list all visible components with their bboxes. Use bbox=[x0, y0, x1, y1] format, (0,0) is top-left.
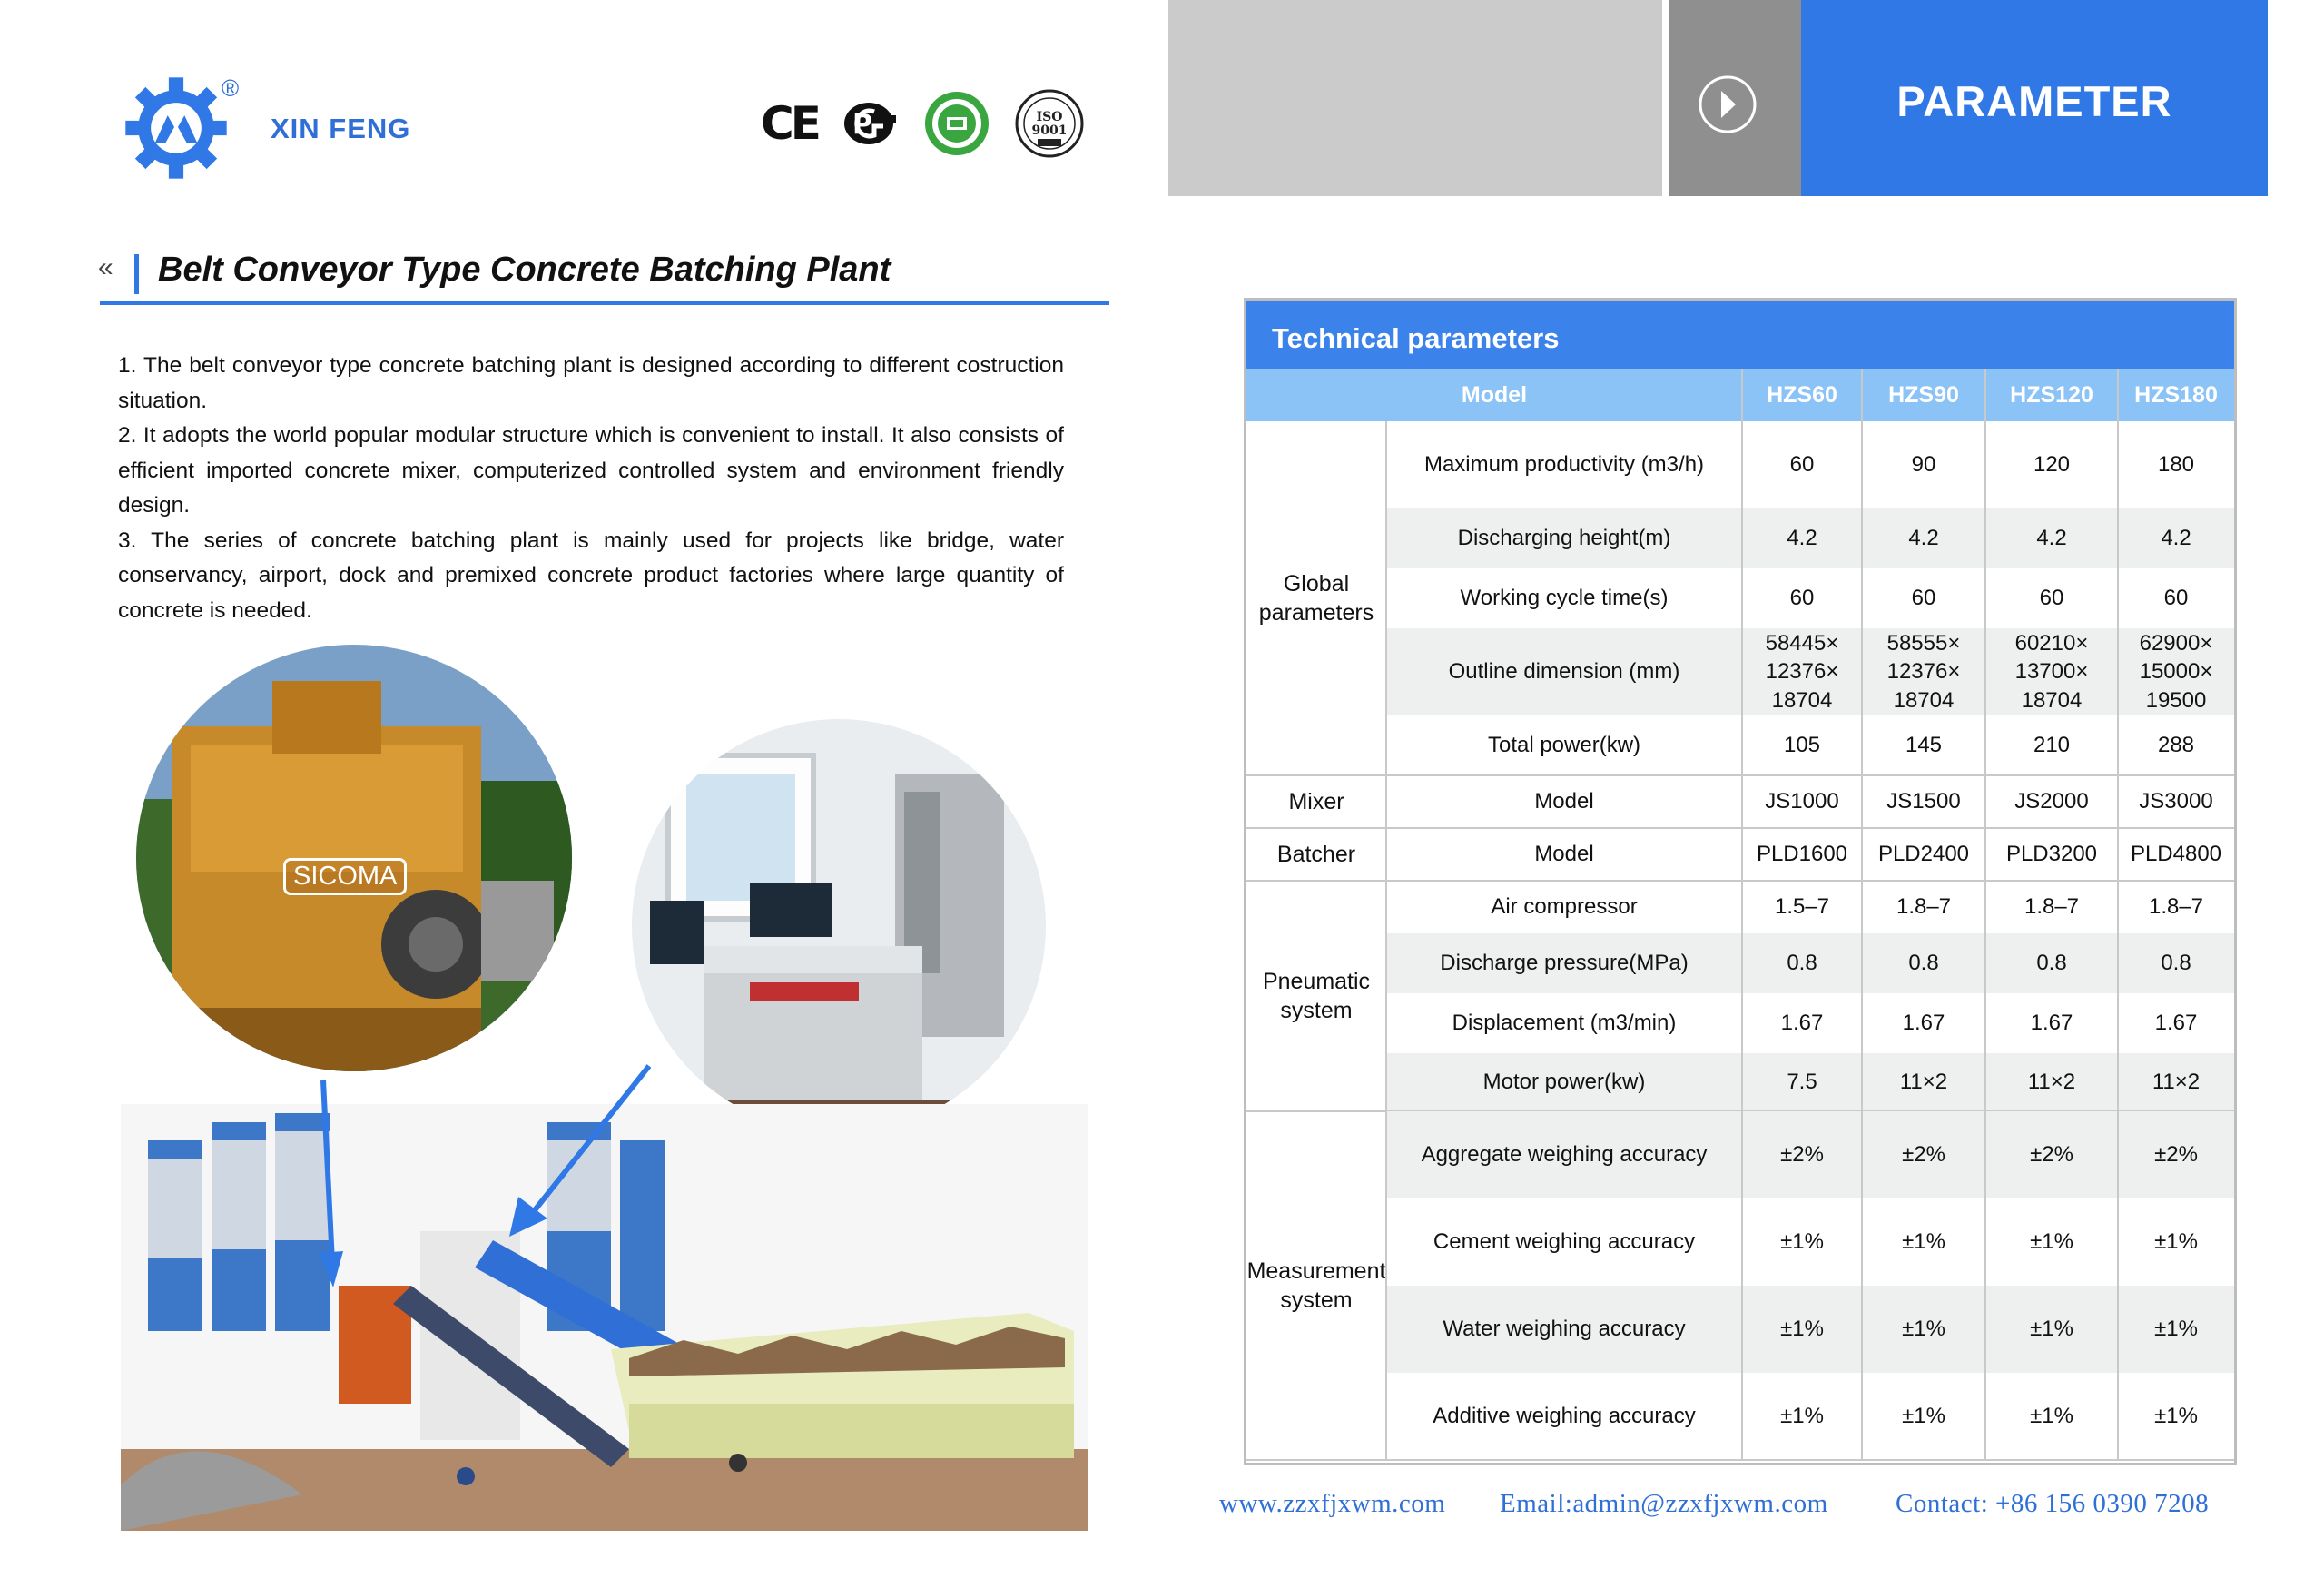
section-accent-bar bbox=[134, 254, 139, 294]
param-label: Air compressor bbox=[1491, 894, 1638, 920]
param-value: ±2% bbox=[1902, 1142, 1945, 1168]
technical-parameters-table bbox=[1244, 298, 2237, 1465]
param-value: PLD2400 bbox=[1877, 842, 1970, 867]
param-value: ±1% bbox=[2030, 1404, 2073, 1429]
param-value: 60 bbox=[2039, 586, 2064, 611]
param-value: 105 bbox=[1783, 733, 1821, 758]
param-label: Additive weighing accuracy bbox=[1433, 1404, 1696, 1429]
param-label: Discharge pressure(MPa) bbox=[1440, 951, 1689, 976]
description bbox=[118, 349, 1064, 628]
param-value: JS1000 bbox=[1765, 789, 1839, 814]
table-title: Technical parameters bbox=[1272, 322, 1560, 354]
description-paragraph-3: 3. The series of concrete batching plant is mainly used for projects like bridge, water conservancy, airport, dock and premixed concrete product factories where large quantity of concrete is needed. bbox=[118, 528, 1064, 623]
param-value: 60 bbox=[2163, 586, 2189, 611]
xin-feng-logo-icon bbox=[123, 75, 229, 181]
group-label: Measurement system bbox=[1246, 1258, 1386, 1313]
column-divider bbox=[1741, 369, 1743, 1460]
param-value: ±1% bbox=[1902, 1317, 1945, 1342]
param-value: 1.67 bbox=[2154, 1011, 2198, 1036]
param-value: 1.8–7 bbox=[1896, 894, 1952, 920]
param-value: ±1% bbox=[2030, 1229, 2073, 1255]
param-value: 0.8 bbox=[2036, 951, 2067, 976]
footer-contact: Contact: +86 156 0390 7208 bbox=[1896, 1489, 2210, 1518]
param-value: 58445× 12376× 18704 bbox=[1765, 631, 1839, 713]
param-label: Discharging height(m) bbox=[1457, 526, 1671, 551]
iso-9001-icon bbox=[1014, 88, 1085, 159]
param-label: Maximum productivity (m3/h) bbox=[1423, 452, 1705, 478]
param-value: ±1% bbox=[2154, 1229, 2198, 1255]
param-label: Cement weighing accuracy bbox=[1433, 1229, 1696, 1255]
brand-name: XIN FENG bbox=[271, 113, 411, 144]
param-label: Working cycle time(s) bbox=[1460, 586, 1669, 611]
page-header-label: PARAMETER bbox=[1896, 77, 2172, 125]
green-seal-icon bbox=[923, 90, 990, 157]
mixer-brand-label: SICOMA bbox=[283, 858, 407, 895]
param-label: Displacement (m3/min) bbox=[1452, 1011, 1677, 1036]
param-label: Total power(kw) bbox=[1487, 733, 1641, 758]
param-value: PLD3200 bbox=[2005, 842, 2098, 867]
param-value: 11×2 bbox=[1899, 1070, 1948, 1095]
registered-mark: ® bbox=[222, 74, 240, 102]
param-value: 120 bbox=[2033, 452, 2071, 478]
param-value: 11×2 bbox=[2152, 1070, 2201, 1095]
param-label: Model bbox=[1534, 789, 1594, 814]
section-title: Belt Conveyor Type Concrete Batching Plant bbox=[158, 251, 891, 289]
param-value: 7.5 bbox=[1787, 1070, 1817, 1095]
param-value: 62900× 15000× 19500 bbox=[2139, 631, 2213, 713]
param-value: 1.67 bbox=[1902, 1011, 1945, 1036]
param-value: 4.2 bbox=[1908, 526, 1939, 551]
param-value: 60210× 13700× 18704 bbox=[2014, 631, 2089, 713]
param-value: 4.2 bbox=[1787, 526, 1817, 551]
param-value: 0.8 bbox=[1908, 951, 1939, 976]
param-value: JS1500 bbox=[1886, 789, 1961, 814]
param-value: 145 bbox=[1905, 733, 1943, 758]
group-label: Batcher bbox=[1276, 841, 1356, 867]
table-header-row bbox=[1246, 369, 2234, 421]
description-paragraph-1: 1. The belt conveyor type concrete batching plant is designed according to different costruction situation. bbox=[118, 353, 1064, 413]
param-value: PLD1600 bbox=[1756, 842, 1848, 867]
param-value: 58555× 12376× 18704 bbox=[1886, 631, 1961, 713]
model-hzs120: HZS120 bbox=[2010, 381, 2093, 408]
param-value: 60 bbox=[1911, 586, 1936, 611]
param-value: ±1% bbox=[2030, 1317, 2073, 1342]
model-hzs90: HZS90 bbox=[1888, 381, 1959, 408]
footer-email[interactable]: Email:admin@zzxfjxwm.com bbox=[1500, 1489, 1828, 1518]
param-value: ±1% bbox=[1902, 1229, 1945, 1255]
param-label: Water weighing accuracy bbox=[1443, 1317, 1686, 1342]
param-value: ±2% bbox=[1780, 1142, 1824, 1168]
rostest-icon bbox=[842, 99, 900, 148]
footer-website[interactable]: www.zzxfjxwm.com bbox=[1219, 1489, 1446, 1518]
section-underline bbox=[100, 301, 1109, 305]
param-value: 11×2 bbox=[2027, 1070, 2076, 1095]
description-paragraph-2: 2. It adopts the world popular modular structure which is convenient to install. It also consists of efficient imported concrete mixer, computerized controlled system and environment friendly design. bbox=[118, 423, 1064, 518]
param-value: 1.67 bbox=[1780, 1011, 1824, 1036]
param-value: PLD4800 bbox=[2130, 842, 2222, 867]
column-divider bbox=[1385, 421, 1387, 1460]
chevron-right-circle-icon[interactable] bbox=[1698, 74, 1758, 134]
param-value: ±2% bbox=[2154, 1142, 2198, 1168]
svg-text:9001: 9001 bbox=[1031, 123, 1068, 138]
param-label: Model bbox=[1534, 842, 1594, 867]
control-room-photo bbox=[632, 719, 1046, 1133]
arrow-down-left-icon bbox=[504, 1060, 658, 1242]
param-value: ±1% bbox=[2154, 1404, 2198, 1429]
param-value: 4.2 bbox=[2036, 526, 2067, 551]
param-value: ±1% bbox=[1780, 1404, 1824, 1429]
param-value: 0.8 bbox=[2161, 951, 2191, 976]
param-value: ±1% bbox=[1902, 1404, 1945, 1429]
param-value: JS3000 bbox=[2139, 789, 2213, 814]
param-value: 4.2 bbox=[2161, 526, 2191, 551]
certification-badges bbox=[761, 88, 1085, 159]
model-hzs60: HZS60 bbox=[1767, 381, 1837, 408]
column-divider bbox=[1984, 369, 1986, 1460]
group-label: Mixer bbox=[1288, 788, 1344, 814]
svg-text:ISO: ISO bbox=[1036, 110, 1063, 124]
param-value: 1.8–7 bbox=[2024, 894, 2080, 920]
param-value: JS2000 bbox=[2014, 789, 2089, 814]
svg-text:P: P bbox=[852, 109, 872, 141]
column-divider bbox=[1861, 369, 1863, 1460]
param-value: 1.5–7 bbox=[1774, 894, 1830, 920]
param-value: ±2% bbox=[2030, 1142, 2073, 1168]
group-label: Global parameters bbox=[1258, 570, 1374, 626]
param-value: 1.67 bbox=[2030, 1011, 2073, 1036]
group-divider bbox=[1246, 1459, 2234, 1461]
param-label: Outline dimension (mm) bbox=[1448, 659, 1680, 685]
param-value: 60 bbox=[1789, 586, 1815, 611]
header-band-grey bbox=[1168, 0, 1662, 196]
ce-mark: CE bbox=[761, 97, 818, 150]
param-value: 288 bbox=[2157, 733, 2195, 758]
model-header: Model bbox=[1461, 381, 1528, 408]
column-divider bbox=[2117, 369, 2119, 1460]
param-value: 210 bbox=[2033, 733, 2071, 758]
param-value: 0.8 bbox=[1787, 951, 1817, 976]
double-chevron-left-icon: « bbox=[98, 252, 113, 282]
param-value: 180 bbox=[2157, 452, 2195, 478]
param-value: ±1% bbox=[1780, 1229, 1824, 1255]
param-value: 60 bbox=[1789, 452, 1815, 478]
param-value: 1.8–7 bbox=[2148, 894, 2204, 920]
param-value: ±1% bbox=[2154, 1317, 2198, 1342]
table-title-band bbox=[1246, 301, 2234, 369]
group-label: Pneumatic system bbox=[1262, 968, 1371, 1023]
param-label: Motor power(kw) bbox=[1482, 1070, 1646, 1095]
header-band-blue bbox=[1801, 0, 2268, 196]
param-value: 90 bbox=[1911, 452, 1936, 478]
param-value: ±1% bbox=[1780, 1317, 1824, 1342]
arrow-down-icon bbox=[309, 1080, 345, 1289]
param-label: Aggregate weighing accuracy bbox=[1421, 1142, 1708, 1168]
model-hzs180: HZS180 bbox=[2134, 381, 2218, 408]
